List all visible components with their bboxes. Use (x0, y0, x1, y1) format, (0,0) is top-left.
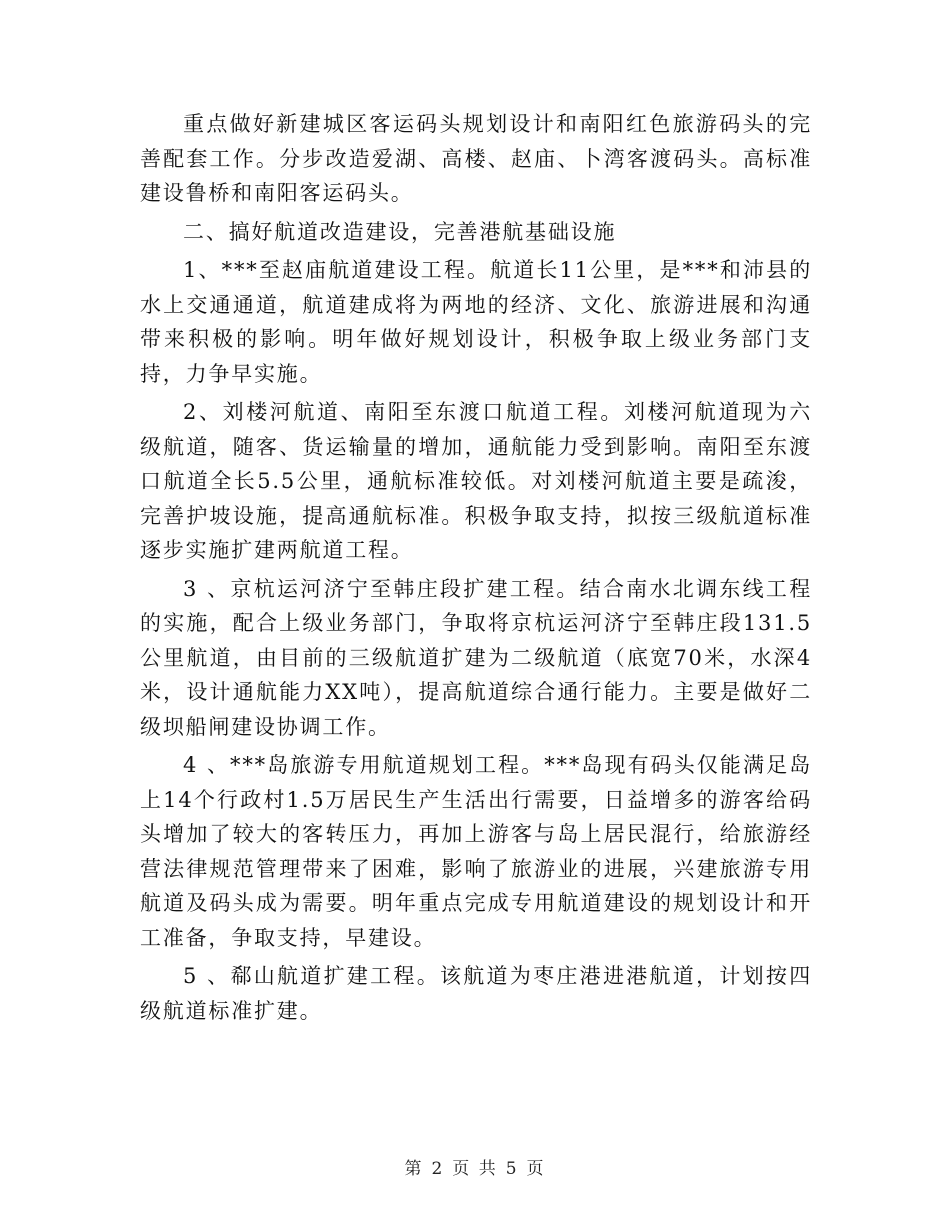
paragraph-item-3: 3 、京杭运河济宁至韩庄段扩建工程。结合南水北调东线工程的实施，配合上级业务部门，争取将京杭运河济宁至韩庄段131.5公里航道，由目前的三级航道扩建为二级航道（底宽70米，水深4米，设计通航能力XX吨），提高航道综合通行能力。主要是做好二级坝船闸建设协调工作。 (140, 576, 812, 739)
page-number: 2 (431, 1159, 445, 1179)
document-body (140, 107, 812, 1028)
footer-middle: 页 共 (452, 1159, 498, 1179)
paragraph-item-5: 5 、郗山航道扩建工程。该航道为枣庄港进港航道，计划按四级航道标准扩建。 (140, 964, 812, 1023)
section-heading-waterway: 二、搞好航道改造建设，完善港航基础设施 (183, 219, 617, 244)
paragraph-item-2: 2、刘楼河航道、南阳至东渡口航道工程。刘楼河航道现为六级航道，随客、货运输量的增加，通航能力受到影响。南阳至东渡口航道全长5.5公里，通航标准较低。对刘楼河航道主要是疏浚，完善护坡设施，提高通航标准。积极争取支持，拟按三级航道标准逐步实施扩建两航道工程。 (140, 400, 812, 562)
page-total: 5 (505, 1159, 519, 1179)
page-footer (0, 1154, 950, 1179)
paragraph-wharf-planning: 重点做好新建城区客运码头规划设计和南阳红色旅游码头的完善配套工作。分步改造爱湖、高楼、赵庙、卜湾客渡码头。高标准建设鲁桥和南阳客运码头。 (140, 112, 812, 205)
footer-suffix: 页 (526, 1159, 546, 1179)
paragraph-item-4: 4 、***岛旅游专用航道规划工程。***岛现有码头仅能满足岛上14个行政村1.5万居民生产生活出行需要，日益增多的游客给码头增加了较大的客转压力，再加上游客与岛上居民混行，给旅游经营法律规范管理带来了困难，影响了旅游业的进展，兴建旅游专用航道及码头成为需要。明年重点完成专用航道建设的规划设计和开工准备，争取支持，早建设。 (140, 753, 812, 950)
footer-prefix: 第 (404, 1159, 424, 1179)
paragraph-item-1: 1、***至赵庙航道建设工程。航道长11公里，是***和沛县的水上交通通道，航道建成将为两地的经济、文化、旅游进展和沟通带来积极的影响。明年做好规划设计，积极争取上级业务部门支持，力争早实施。 (140, 258, 812, 386)
